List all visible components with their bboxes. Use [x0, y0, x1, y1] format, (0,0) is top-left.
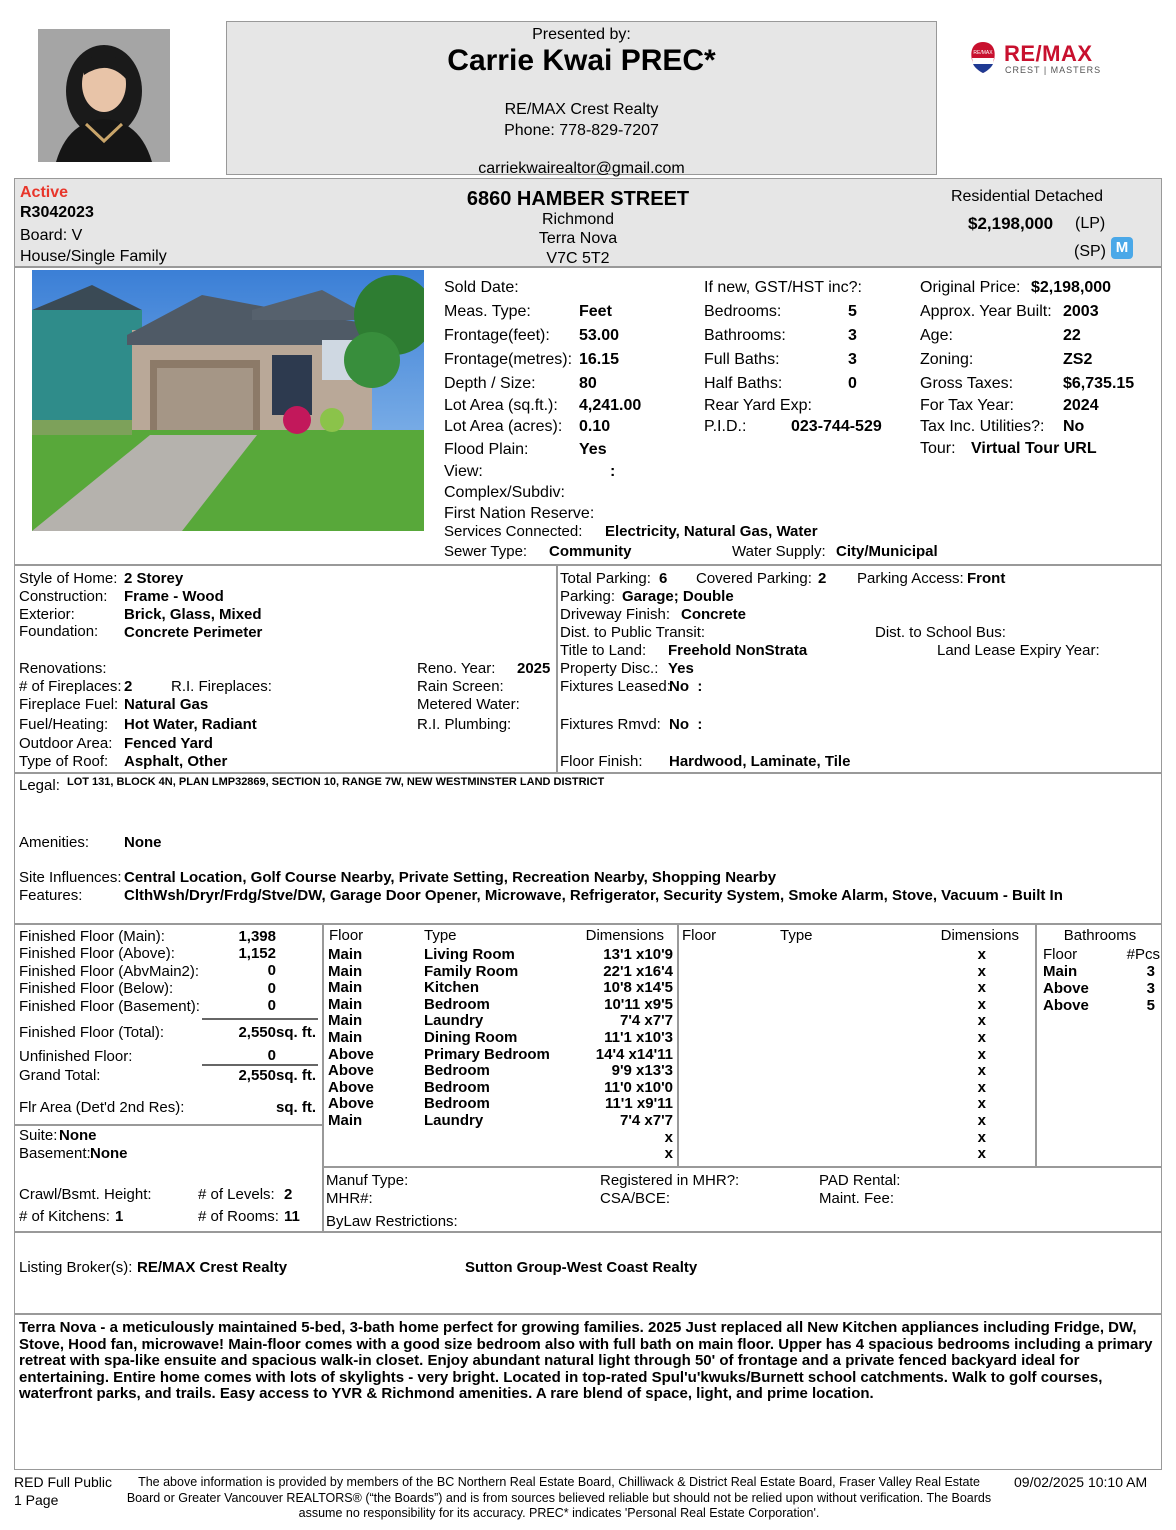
heating-label: Fuel/Heating: [19, 716, 109, 733]
outdoor-label: Outdoor Area: [19, 735, 113, 752]
divider-areas-suite [14, 1124, 322, 1126]
renovations-label: Renovations: [19, 660, 107, 677]
m-badge-icon [1111, 237, 1133, 259]
style: 2 Storey [124, 570, 184, 587]
driveway-label: Driveway Finish: [560, 606, 671, 623]
covered-parking: 2 [818, 570, 827, 587]
metered-label: Metered Water: [417, 696, 520, 713]
room2-dimensions: x [977, 1145, 986, 1163]
tax-util: No [1063, 418, 1085, 435]
rooms2-header-dimensions: Dimensions [940, 927, 1019, 944]
room2-dimensions: x [977, 1128, 986, 1146]
frontage-ft-label: Frontage(feet): [444, 327, 550, 344]
room2-dimensions: x [977, 946, 986, 963]
fa-main: 1,398 [238, 928, 276, 945]
room-dimensions: 11'0 x10'0 [604, 1078, 673, 1096]
room-type: Bedroom [424, 1062, 490, 1080]
reno-year-label: Reno. Year: [417, 660, 496, 677]
broker-1: RE/MAX Crest Realty [137, 1259, 288, 1276]
half-baths: 0 [848, 375, 857, 392]
public-remarks: Terra Nova - a meticulously maintained 5-bed, 3-bath home perfect for growing families. 2025 Just replaced all New Kitchen appliances including Fridge, DW, Stove, Hood fan, microwave! Main-floor comes with a good size bedroom also with full bath on main floor. Upper has 4 spacious bedrooms including a primary retreat with spa-like ensuite and spacious walk-in closet. Enjoy abundant natural light through 50' of frontage and a private fenced backyard ideal for entertaining. Entire home comes with lots of skylights - very bright. Located in top-rated Spul'u'kwuks/Burnett school catchments. Walk to golf courses, waterfront parks, and trails. Easy access to YVR & Richmond amenities. A rare blend of space, light, and prime location. [19, 1319, 1153, 1402]
divider-areas-rooms [322, 924, 324, 1232]
roof-label: Type of Roof: [19, 753, 109, 770]
taxes: $6,735.15 [1063, 375, 1135, 392]
zoning: ZS2 [1063, 351, 1093, 368]
divider-rooms-misc [322, 1166, 1162, 1168]
fa-unfinished: 0 [267, 1047, 276, 1064]
ri-plumbing-label: R.I. Plumbing: [417, 716, 512, 733]
presented-by: Presented by: [532, 26, 631, 43]
agent-email[interactable]: carriekwairealtor@gmail.com [478, 160, 685, 177]
remax-logo [968, 40, 1108, 82]
room-dimensions: 11'1 x10'3 [604, 1029, 673, 1046]
amenities: None [124, 834, 162, 851]
age: 22 [1063, 327, 1081, 344]
total-parking-label: Total Parking: [560, 570, 651, 587]
listing-status: Active [20, 184, 69, 201]
legal: LOT 131, BLOCK 4N, PLAN LMP32869, SECTION 10, RANGE 7W, NEW WESTMINSTER LAND DISTRICT [67, 776, 605, 788]
services-label: Services Connected: [444, 523, 583, 540]
reno-year: 2025 [517, 660, 551, 677]
fa-main-label: Finished Floor (Main): [19, 928, 165, 945]
fa-unfinished-label: Unfinished Floor: [19, 1048, 133, 1065]
fa-abvmain2-label: Finished Floor (AbvMain2): [19, 963, 200, 980]
room-dimensions: 14'4 x14'11 [595, 1045, 673, 1063]
room-dimensions: 10'11 x9'5 [604, 995, 673, 1013]
flood-label: Flood Plain: [444, 441, 529, 458]
maint-label: Maint. Fee: [819, 1190, 895, 1207]
room-floor: Main [328, 995, 363, 1013]
levels-label: # of Levels: [198, 1186, 275, 1203]
parking: Garage; Double [622, 588, 734, 605]
lot-acres: 0.10 [579, 418, 611, 435]
room-type: Kitchen [424, 979, 480, 997]
fixtures-rmvd-label: Fixtures Rmvd: [560, 716, 661, 733]
room-floor: Main [328, 979, 363, 997]
rooms-header-floor: Floor [329, 927, 364, 944]
fireplaces-label: # of Fireplaces: [19, 678, 122, 695]
full-baths-label: Full Baths: [704, 351, 780, 368]
taxes-label: Gross Taxes: [920, 375, 1014, 392]
rooms2-header-floor: Floor [682, 927, 717, 944]
fixtures-leased-label: Fixtures Leased: [560, 678, 671, 695]
room2-dimensions: x [977, 995, 986, 1013]
agent-phone: Phone: 778-829-7207 [504, 122, 659, 139]
room-dimensions: 7'4 x7'7 [619, 1012, 673, 1030]
room-floor: Above [328, 1062, 374, 1080]
transit-label: Dist. to Public Transit: [560, 624, 706, 641]
bath-floor: Above [1043, 980, 1089, 997]
area: Terra Nova [538, 230, 618, 247]
room2-dimensions: x [977, 1045, 986, 1063]
tax-year-label: For Tax Year: [920, 397, 1014, 414]
agent-brokerage: RE/MAX Crest Realty [504, 101, 659, 118]
fa-abvmain2: 0 [267, 962, 276, 979]
room2-dimensions: x [977, 1062, 986, 1080]
room2-dimensions: x [977, 1112, 986, 1129]
year-built: 2003 [1063, 303, 1099, 320]
fa-above: 1,152 [238, 945, 276, 962]
room-dimensions: x [664, 1128, 673, 1146]
gst-label: If new, GST/HST inc?: [704, 279, 862, 296]
bedrooms-label: Bedrooms: [704, 303, 782, 320]
room-type: Dining Room [424, 1029, 518, 1046]
fp-fuel: Natural Gas [124, 696, 209, 713]
room-type: Family Room [424, 962, 519, 980]
fa-above-label: Finished Floor (Above): [19, 945, 175, 962]
ri-fireplaces-label: R.I. Fireplaces: [171, 678, 272, 695]
fa-below-label: Finished Floor (Below): [19, 980, 174, 997]
title: Freehold NonStrata [668, 642, 808, 659]
frontage-m: 16.15 [579, 351, 620, 368]
parking-access: Front [967, 570, 1006, 587]
fp-fuel-label: Fireplace Fuel: [19, 696, 119, 713]
lot-acres-label: Lot Area (acres): [444, 418, 563, 435]
fa-total-unit: sq. ft. [276, 1024, 316, 1041]
bath-pcs: 3 [1146, 963, 1155, 980]
property-category: Residential Detached [950, 188, 1104, 205]
roof: Asphalt, Other [124, 753, 228, 770]
bath-pcs: 5 [1146, 997, 1155, 1014]
amenities-label: Amenities: [19, 834, 90, 851]
room-floor: Main [328, 1012, 363, 1030]
broker-2: Sutton Group-West Coast Realty [465, 1259, 698, 1276]
flr-area-unit: sq. ft. [276, 1099, 316, 1116]
room-type: Primary Bedroom [424, 1045, 550, 1063]
fa-total-rule [202, 1018, 318, 1020]
baths-title: Bathrooms [1063, 927, 1137, 944]
fa-below: 0 [267, 980, 276, 997]
tax-year: 2024 [1063, 397, 1099, 414]
floor-finish-label: Floor Finish: [560, 753, 643, 770]
bylaw-label: ByLaw Restrictions: [326, 1213, 458, 1230]
exterior: Brick, Glass, Mixed [124, 606, 262, 623]
age-label: Age: [920, 327, 953, 344]
covered-parking-label: Covered Parking: [696, 570, 812, 587]
basement-type-label: Basement: [19, 1145, 91, 1162]
lease-label: Land Lease Expiry Year: [937, 642, 1100, 659]
agent-name: Carrie Kwai PREC* [447, 44, 716, 77]
fa-grand: 2,550 [238, 1067, 276, 1084]
balloon-label: RE/MAX [973, 50, 993, 56]
room-type: Bedroom [424, 995, 490, 1013]
construction-divider [556, 565, 558, 773]
room-dimensions: x [664, 1145, 673, 1163]
room-dimensions: 9'9 x13'3 [611, 1062, 673, 1080]
kitchens: 1 [115, 1208, 124, 1225]
pid: 023-744-529 [791, 418, 882, 435]
suite: None [59, 1127, 97, 1144]
room-floor: Above [328, 1095, 374, 1113]
pid-label: P.I.D.: [704, 418, 747, 435]
depth-label: Depth / Size: [444, 375, 536, 392]
heating: Hot Water, Radiant [124, 716, 257, 733]
legal-label: Legal: [19, 777, 60, 794]
rooms-header-type: Type [424, 927, 457, 944]
baths-header-floor: Floor [1043, 946, 1078, 963]
bath-floor: Main [1043, 963, 1078, 980]
property-photo [32, 270, 424, 531]
city: Richmond [541, 211, 615, 228]
address: 6860 HAMBER STREET [466, 188, 690, 210]
rooms-label: # of Rooms: [198, 1208, 279, 1225]
list-price: $2,198,000 [968, 214, 1054, 233]
full-baths: 3 [848, 351, 857, 368]
water-label: Water Supply: [732, 543, 826, 560]
title-label: Title to Land: [560, 642, 647, 659]
room-floor: Main [328, 946, 363, 963]
sewer-label: Sewer Type: [444, 543, 528, 560]
m-badge-label: M [1115, 239, 1129, 256]
tax-util-label: Tax Inc. Utilities?: [920, 418, 1045, 435]
orig-price-label: Original Price: [920, 279, 1021, 296]
manuf-label: Manuf Type: [326, 1172, 409, 1189]
room-type: Laundry [424, 1012, 484, 1030]
room-dimensions: 10'8 x14'5 [603, 979, 673, 997]
room2-dimensions: x [977, 1078, 986, 1096]
water: City/Municipal [836, 543, 938, 560]
zoning-label: Zoning: [920, 351, 974, 368]
parking-access-label: Parking Access: [857, 570, 964, 587]
floor-finish: Hardwood, Laminate, Tile [669, 753, 851, 770]
first-nation-label: First Nation Reserve: [444, 505, 595, 522]
room2-dimensions: x [977, 1012, 986, 1030]
baths-header-pcs: #Pcs [1126, 946, 1160, 963]
fa-total: 2,550 [238, 1024, 276, 1041]
construction: Frame - Wood [124, 588, 224, 605]
construction-label: Construction: [19, 588, 108, 605]
house-type: House/Single Family [20, 248, 167, 265]
lp-label: (LP) [1075, 215, 1106, 232]
disc-label: Property Disc.: [560, 660, 659, 677]
flood: Yes [579, 441, 607, 458]
pad-label: PAD Rental: [819, 1172, 901, 1189]
school-bus-label: Dist. to School Bus: [875, 624, 1006, 641]
outdoor: Fenced Yard [124, 735, 213, 752]
disc: Yes [668, 660, 694, 677]
report-type: RED Full Public [14, 1474, 113, 1490]
lot-sqft: 4,241.00 [579, 397, 642, 414]
room-type: Bedroom [424, 1095, 490, 1113]
sewer: Community [549, 543, 632, 560]
virtual-tour-link[interactable]: Virtual Tour URL [971, 440, 1097, 457]
room-dimensions: 11'1 x9'11 [604, 1095, 673, 1113]
disclaimer: The above information is provided by members of the BC Northern Real Estate Board, Chilliwack & District Real Estate Board, Fraser Valley Real Estate Board or Greater Vancouver REALTORS® (“the Boards”) and is from sources believed reliable but should not be relied upon without verification. The Boards assume no responsibility for its accuracy. PREC* indicates 'Personal Real Estate Corporation'. [126, 1475, 992, 1520]
frontage-m-label: Frontage(metres): [444, 351, 573, 368]
frontage-ft: 53.00 [579, 327, 620, 344]
rooms-header-dimensions: Dimensions [585, 927, 664, 944]
postal-code: V7C 5T2 [546, 250, 610, 267]
sp-label: (SP) [1074, 243, 1106, 260]
bathrooms-label: Bathrooms: [704, 327, 786, 344]
basement-type: None [90, 1145, 128, 1162]
fixtures-leased: No : [669, 678, 703, 695]
total-parking: 6 [659, 570, 668, 587]
room-floor: Above [328, 1045, 374, 1063]
flr-area-label: Flr Area (Det'd 2nd Res): [19, 1099, 185, 1116]
room-floor: Main [328, 1029, 363, 1046]
site: Central Location, Golf Course Nearby, Private Setting, Recreation Nearby, Shopping Nearby [124, 869, 777, 886]
fa-grand-label: Grand Total: [19, 1067, 101, 1084]
room-floor: Main [328, 1112, 363, 1129]
view-colon: : [610, 463, 616, 480]
foundation: Concrete Perimeter [124, 624, 263, 641]
room2-dimensions: x [977, 1095, 986, 1113]
exterior-label: Exterior: [19, 606, 75, 623]
depth: 80 [579, 375, 597, 392]
foundation-label: Foundation: [19, 623, 99, 640]
room-dimensions: 22'1 x16'4 [603, 962, 673, 980]
style-label: Style of Home: [19, 570, 118, 587]
bath-pcs: 3 [1146, 980, 1155, 997]
room2-dimensions: x [977, 1029, 986, 1046]
meas-type-label: Meas. Type: [444, 303, 531, 320]
year-built-label: Approx. Year Built: [920, 303, 1052, 320]
fa-basement-label: Finished Floor (Basement): [19, 998, 200, 1015]
rooms-count: 11 [284, 1208, 300, 1225]
registered-label: Registered in MHR?: [600, 1172, 740, 1189]
lot-sqft-label: Lot Area (sq.ft.): [444, 397, 558, 414]
room-dimensions: 7'4 x7'7 [619, 1112, 673, 1129]
bedrooms: 5 [848, 303, 857, 320]
room-floor: Above [328, 1078, 374, 1096]
balloon-icon [968, 40, 998, 80]
services: Electricity, Natural Gas, Water [605, 523, 818, 540]
rooms2-header-type: Type [780, 927, 813, 944]
driveway: Concrete [681, 606, 747, 623]
fa-grand-rule [202, 1064, 318, 1066]
orig-price: $2,198,000 [1031, 279, 1112, 296]
features-label: Features: [19, 887, 83, 904]
room-floor: Main [328, 962, 363, 980]
parking-label: Parking: [560, 588, 616, 605]
fa-total-label: Finished Floor (Total): [19, 1024, 165, 1041]
mls-number: R3042023 [20, 204, 94, 221]
brokers-label: Listing Broker(s): [19, 1259, 133, 1276]
crawl-label: Crawl/Bsmt. Height: [19, 1186, 152, 1203]
print-datetime: 09/02/2025 10:10 AM [1014, 1474, 1148, 1490]
room-type: Living Room [424, 946, 515, 963]
view-label: View: [444, 463, 483, 480]
fa-basement: 0 [267, 997, 276, 1014]
rain-label: Rain Screen: [417, 678, 504, 695]
board: Board: V [20, 227, 83, 244]
complex-label: Complex/Subdiv: [444, 484, 565, 501]
rear-yard-label: Rear Yard Exp: [704, 397, 812, 414]
remax-subtitle: CREST | MASTERS [1005, 65, 1102, 75]
mhr-label: MHR#: [326, 1190, 373, 1207]
room-type: Bedroom [424, 1078, 490, 1096]
sold-date-label: Sold Date: [444, 279, 519, 296]
suite-label: Suite: [19, 1127, 58, 1144]
meas-type: Feet [579, 303, 612, 320]
room2-dimensions: x [977, 979, 986, 997]
kitchens-label: # of Kitchens: [19, 1208, 110, 1225]
fireplaces: 2 [124, 678, 133, 695]
site-label: Site Influences: [19, 869, 122, 886]
half-baths-label: Half Baths: [704, 375, 783, 392]
remax-wordmark: RE/MAX [1004, 41, 1093, 66]
levels: 2 [284, 1186, 293, 1203]
agent-photo [38, 29, 170, 162]
page-count: 1 Page [14, 1492, 59, 1508]
features: ClthWsh/Dryr/Frdg/Stve/DW, Garage Door Opener, Microwave, Refrigerator, Security System, Smoke Alarm, Stove, Vacuum - Built In [124, 887, 1063, 904]
divider-rooms-mid [677, 924, 679, 1166]
tour-label: Tour: [920, 440, 956, 457]
room-dimensions: 13'1 x10'9 [603, 946, 673, 963]
csa-label: CSA/BCE: [600, 1190, 671, 1207]
room2-dimensions: x [977, 962, 986, 980]
fa-grand-unit: sq. ft. [276, 1067, 316, 1084]
bathrooms: 3 [848, 327, 857, 344]
bath-floor: Above [1043, 997, 1089, 1014]
room-type: Laundry [424, 1112, 484, 1129]
fixtures-rmvd: No : [669, 716, 703, 733]
divider-rooms-baths [1035, 924, 1037, 1166]
